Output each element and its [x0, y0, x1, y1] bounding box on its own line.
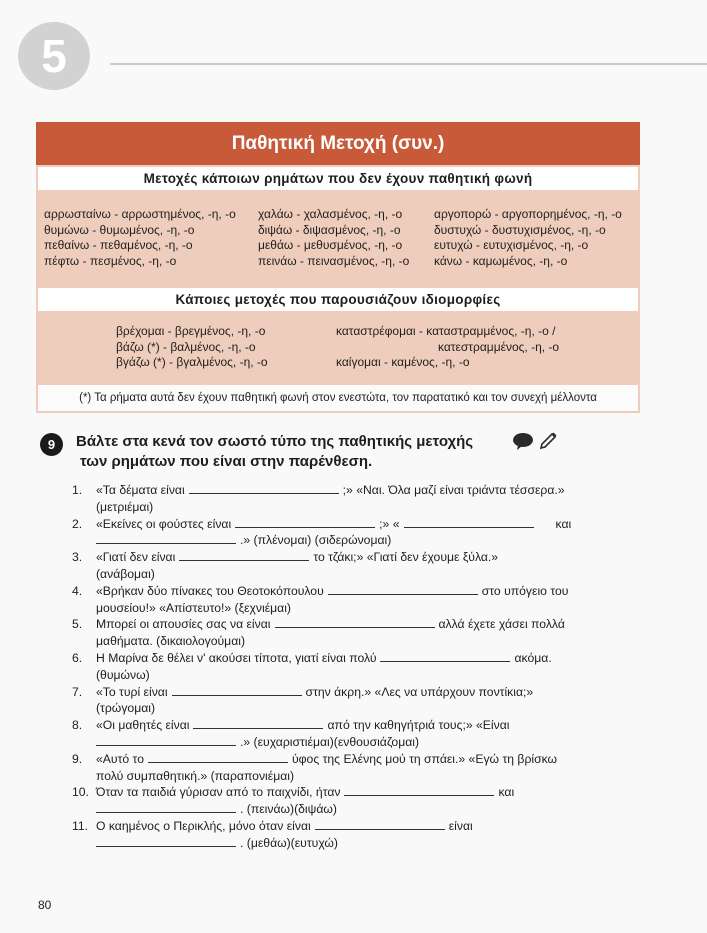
item-text: «Εκείνες οι φούστες είναι	[96, 516, 232, 531]
exercise-item	[72, 482, 632, 516]
section2-col1	[116, 324, 268, 371]
item-hint: (θυμώνω)	[96, 667, 150, 682]
exercise-item	[72, 650, 632, 684]
answer-blank[interactable]	[148, 752, 288, 763]
verb-form: μεθάω - μεθυσμένος, -η, -ο	[258, 238, 403, 252]
item-text: και	[555, 516, 572, 531]
exercise-item	[72, 784, 632, 818]
item-text: ύφος της Ελένης μού τη σπάει.» «Εγώ τη βρίσκω	[291, 751, 558, 766]
item-hint: (ανάβομαι)	[96, 566, 155, 581]
verb-form: καταστρέφομαι - καταστραμμένος, -η, -ο /	[336, 324, 556, 338]
verb-form: χαλάω - χαλασμένος, -η, -ο	[258, 207, 403, 221]
verb-form: βγάζω (*) - βγαλμένος, -η, -ο	[116, 355, 268, 369]
instructions-line-2: των ρημάτων που είναι στην παρένθεση.	[80, 453, 373, 470]
verb-form: πέφτω - πεσμένος, -η, -ο	[44, 253, 177, 268]
exercise-items	[72, 482, 632, 852]
item-hint: μουσείου!» «Απίστευτο!» (ξεχνιέμαι)	[96, 600, 291, 615]
verb-form: βρέχομαι - βρεγμένος, -η, -ο	[116, 324, 266, 338]
section2-col2	[336, 324, 559, 371]
verb-form: κατεστραμμένος, -η, -ο	[438, 339, 560, 354]
verb-form: καίγομαι - καμένος, -η, -ο	[336, 355, 470, 369]
item-text: «Βρήκαν δύο πίνακες του Θεοτοκόπουλου	[96, 583, 324, 598]
exercise-item	[72, 684, 632, 718]
item-text: «Γιατί δεν είναι	[96, 550, 176, 565]
item-number: 3.	[72, 550, 83, 565]
item-text: «Το τυρί είναι	[96, 684, 168, 699]
answer-blank[interactable]	[179, 550, 309, 561]
pencil-icon	[538, 431, 558, 456]
answer-blank[interactable]	[96, 836, 236, 847]
page-number: 80	[38, 898, 52, 912]
item-text: και	[498, 785, 515, 800]
verb-form: ευτυχώ - ευτυχισμένος, -η, -ο	[434, 238, 589, 252]
item-number: 4.	[72, 583, 83, 598]
item-number: 2.	[72, 516, 83, 531]
verb-form: κάνω - καμωμένος, -η, -ο	[434, 253, 568, 268]
exercise-item	[72, 583, 632, 617]
exercise-instructions	[76, 432, 473, 472]
item-text: στην άκρη.» «Λες να υπάρχουν ποντίκια;»	[305, 684, 534, 699]
item-text: Μπορεί οι απουσίες σας να είναι	[96, 617, 271, 632]
item-text: από την καθηγήτριά τους;» «Είναι	[327, 718, 510, 733]
item-text: «Οι μαθητές είναι	[96, 718, 190, 733]
verb-form: δυστυχώ - δυστυχισμένος, -η, -ο	[434, 222, 606, 237]
verb-form: αργοπορώ - αργοπορημένος, -η, -ο	[434, 207, 622, 221]
item-hint: . (πεινάω)(διψάω)	[240, 802, 337, 817]
grammar-box-title: Παθητική Μετοχή (συν.)	[36, 122, 640, 165]
item-text: Όταν τα παιδιά γύρισαν από το παιχνίδι, ήταν	[96, 785, 341, 800]
exercise-item	[72, 717, 632, 751]
item-text: ;» «Ναι. Όλα μαζί είναι τριάντα τέσσερα.»	[342, 483, 565, 497]
verb-form: αρρωσταίνω - αρρωστημένος, -η, -ο	[44, 207, 236, 221]
section2-heading: Κάποιες μετοχές που παρουσιάζουν ιδιομορφίες	[38, 288, 638, 311]
answer-blank[interactable]	[315, 819, 445, 830]
item-hint: μαθήματα. (δικαιολογούμαι)	[96, 634, 246, 649]
item-number: 7.	[72, 684, 83, 699]
item-number: 6.	[72, 650, 83, 665]
answer-blank[interactable]	[189, 483, 339, 494]
section1-col1	[44, 207, 236, 269]
item-text: «Αυτό το	[96, 751, 144, 766]
answer-blank[interactable]	[275, 617, 435, 628]
chapter-header-rule	[110, 63, 707, 65]
instructions-line-1: Βάλτε στα κενά τον σωστό τύπο της παθητικής μετοχής	[76, 433, 474, 450]
section1-col2	[258, 207, 409, 269]
item-hint: .» (πλένομαι) (σιδερώνομαι)	[240, 533, 392, 548]
item-number: 11.	[72, 818, 89, 833]
item-text: ακόμα.	[514, 650, 552, 665]
item-hint: (τρώγομαι)	[96, 701, 156, 716]
item-number: 5.	[72, 617, 83, 632]
answer-blank[interactable]	[96, 802, 236, 813]
footnote: (*) Τα ρήματα αυτά δεν έχουν παθητική φωνή στον ενεστώτα, τον παρατατικό και τον συνεχή μέλλοντα	[38, 385, 638, 411]
section1-col3	[434, 207, 622, 269]
verb-form: βάζω (*) - βαλμένος, -η, -ο	[116, 339, 256, 354]
item-hint: .» (ευχαριστιέμαι)(ενθουσιάζομαι)	[240, 734, 420, 749]
item-text: είναι	[448, 818, 473, 833]
item-hint: πολύ συμπαθητική.» (παραπονιέμαι)	[96, 768, 295, 783]
answer-blank[interactable]	[328, 584, 478, 595]
answer-blank[interactable]	[172, 685, 302, 696]
verb-form: πεινάω - πεινασμένος, -η, -ο	[258, 253, 410, 268]
exercise-icons	[512, 431, 558, 456]
verb-form: θυμώνω - θυμωμένος, -η, -ο	[44, 222, 195, 237]
exercise-item	[72, 818, 632, 852]
exercise-number: 9	[47, 437, 56, 452]
item-text: Ο καημένος ο Περικλής, μόνο όταν είναι	[96, 818, 311, 833]
item-text: στο υπόγειο του	[481, 583, 569, 598]
item-number: 8.	[72, 718, 83, 733]
exercise-item	[72, 516, 632, 550]
item-number: 1.	[72, 483, 83, 497]
verb-form: πεθαίνω - πεθαμένος, -η, -ο	[44, 238, 193, 252]
item-number: 10.	[72, 785, 89, 800]
answer-blank[interactable]	[404, 517, 534, 528]
answer-blank[interactable]	[380, 651, 510, 662]
chapter-number-badge	[18, 22, 90, 90]
item-text: αλλά έχετε χάσει πολλά	[438, 617, 565, 632]
item-text: ;» «	[379, 516, 400, 531]
item-hint: (μετριέμαι)	[96, 499, 154, 514]
chapter-number: 5	[41, 30, 67, 82]
answer-blank[interactable]	[96, 735, 236, 746]
exercise-item	[72, 751, 632, 785]
item-text: «Τα δέματα είναι	[96, 483, 185, 497]
exercise-item	[72, 549, 632, 583]
grammar-box	[36, 122, 640, 413]
section1-heading: Μετοχές κάποιων ρημάτων που δεν έχουν παθητική φωνή	[38, 167, 638, 190]
verb-form: διψάω - διψασμένος, -η, -ο	[258, 222, 401, 237]
item-text: το τζάκι;» «Γιατί δεν έχουμε ξύλα.»	[313, 550, 499, 565]
item-text: Η Μαρίνα δε θέλει ν' ακούσει τίποτα, γιατί είναι πολύ	[96, 650, 377, 665]
item-number: 9.	[72, 751, 83, 766]
answer-blank[interactable]	[344, 785, 494, 796]
answer-blank[interactable]	[235, 517, 375, 528]
exercise-item	[72, 616, 632, 650]
speech-bubble-icon	[512, 432, 534, 455]
item-hint: . (μεθάω)(ευτυχώ)	[240, 835, 338, 850]
answer-blank[interactable]	[193, 718, 323, 729]
answer-blank[interactable]	[96, 533, 236, 544]
exercise-number-badge	[40, 433, 63, 456]
